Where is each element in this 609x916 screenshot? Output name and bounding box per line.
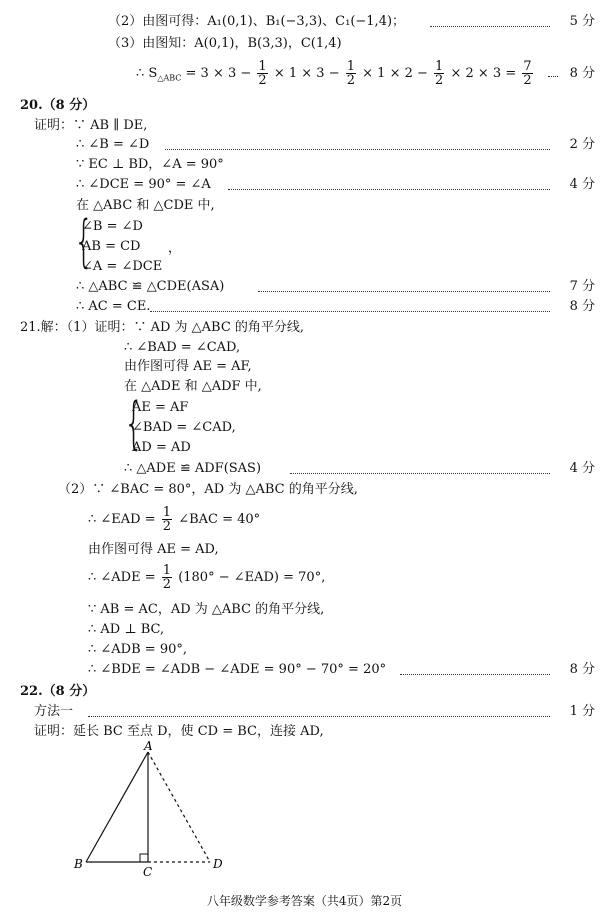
side-AB bbox=[86, 752, 148, 862]
area-part-4: × 2 × 3 = bbox=[450, 66, 517, 81]
fraction-half-2: $\frac{1}{2}$ bbox=[346, 59, 356, 88]
q21-part-2-line-8: ∴ ∠BDE = ∠ADB − ∠ADE = 90° − 70° = 20° bbox=[88, 662, 387, 677]
right-angle-icon bbox=[140, 854, 148, 862]
q22-line-1-score: 1 分 bbox=[569, 704, 595, 719]
q21-part-2-line-3: 由作图可得 AE = AD, bbox=[88, 542, 219, 557]
q21-line-3: 由作图可得 AE = AF, bbox=[124, 359, 252, 374]
q19-line-2: （2）由图可得：A₁(0,1)、B₁(−3,3)、C₁(−1,4)； bbox=[108, 14, 406, 29]
leader-dots bbox=[400, 674, 550, 675]
area-prefix: ∴ S bbox=[136, 66, 158, 81]
q20-heading: 20.（8 分） bbox=[20, 98, 96, 113]
fraction-half-3: $\frac{1}{2}$ bbox=[435, 59, 444, 88]
q20-line-4: ∴ ∠DCE = 90° = ∠A bbox=[76, 177, 211, 192]
label-C: C bbox=[143, 865, 153, 879]
q21-part-2-line-2 bbox=[88, 506, 260, 533]
q20-line-2-score: 2 分 bbox=[569, 137, 595, 152]
q21-system-2: ∠BAD = ∠CAD, bbox=[132, 420, 236, 435]
q20-line-7-score: 8 分 bbox=[569, 299, 595, 314]
q19-area-score: 8 分 bbox=[569, 66, 595, 81]
leader-dots bbox=[290, 473, 550, 474]
segment-AD-dashed bbox=[148, 752, 210, 862]
area-part-3: × 1 × 2 − bbox=[362, 66, 428, 81]
area-subscript: △ABC bbox=[157, 73, 182, 83]
leader-dots bbox=[150, 311, 550, 312]
label-B: B bbox=[74, 857, 83, 871]
q20-line-4-score: 4 分 bbox=[569, 177, 595, 192]
q20-line-7: ∴ AC = CE. bbox=[76, 299, 151, 314]
q20-system-comma: ， bbox=[168, 241, 182, 256]
q20-line-5: 在 △ABC 和 △CDE 中, bbox=[76, 198, 215, 213]
leader-dots bbox=[430, 26, 550, 27]
page-footer: 八年级数学参考答案（共4页）第2页 bbox=[206, 894, 403, 908]
q21-part-2-line-4 bbox=[88, 564, 325, 591]
q21-line-5: ∴ △ADE ≌ ADF(SAS) bbox=[124, 461, 262, 476]
q21-line-2: ∴ ∠BAD = ∠CAD, bbox=[124, 340, 241, 355]
q21-part-2-line-7: ∴ ∠ADB = 90°, bbox=[88, 642, 187, 657]
q20-system-2: AB = CD bbox=[82, 239, 141, 254]
q19-line-3: （3）由图知：A(0,1)，B(3,3)，C(1,4) bbox=[108, 36, 342, 51]
leader-dots bbox=[165, 149, 550, 150]
ead-rest: ∠BAC = 40° bbox=[178, 512, 261, 527]
q22-line-1: 方法一 bbox=[34, 704, 74, 719]
q20-line-3: ∵ EC ⊥ BD，∠A = 90° bbox=[76, 157, 224, 172]
ade-label: ∴ ∠ADE = bbox=[88, 570, 156, 585]
triangle-figure bbox=[70, 738, 240, 882]
area-part-1: = 3 × 3 − bbox=[181, 66, 252, 81]
q21-part-2-line-8-score: 8 分 bbox=[569, 662, 595, 677]
q21-system-3: AD = AD bbox=[132, 440, 191, 455]
q19-area-formula bbox=[136, 60, 535, 92]
fraction-half: $\frac{1}{2}$ bbox=[162, 563, 172, 592]
q21-heading: 21.解：（1）证明：∵ AD 为 △ABC 的角平分线, bbox=[20, 320, 305, 335]
q21-line-4: 在 △ADE 和 △ADF 中, bbox=[124, 379, 262, 394]
fraction-half: $\frac{1}{2}$ bbox=[162, 505, 172, 534]
brace-icon: { bbox=[124, 391, 144, 456]
q22-line-2: 证明：延长 BC 至点 D，使 CD = BC，连接 AD, bbox=[34, 724, 324, 739]
brace-icon: { bbox=[74, 209, 94, 274]
q20-line-6-score: 7 分 bbox=[569, 279, 595, 294]
q21-part-2-line-5: ∵ AB = AC，AD 为 △ABC 的角平分线, bbox=[88, 602, 325, 617]
fraction-half-1: $\frac{1}{2}$ bbox=[258, 59, 267, 88]
q20-system-3: ∠A = ∠DCE bbox=[82, 259, 163, 274]
q21-part-2: （2）∵ ∠BAC = 80°，AD 为 △ABC 的角平分线, bbox=[58, 482, 358, 497]
q20-system-1: ∠B = ∠D bbox=[82, 219, 143, 234]
q21-part-2-line-6: ∴ AD ⊥ BC, bbox=[88, 622, 165, 637]
label-A: A bbox=[144, 739, 153, 753]
q19-line-2-score: 5 分 bbox=[569, 14, 595, 29]
leader-dots bbox=[258, 291, 550, 292]
leader-dots bbox=[88, 716, 550, 717]
q20-line-2: ∴ ∠B = ∠D bbox=[76, 137, 150, 152]
q21-system-1: AE = AF bbox=[132, 400, 189, 415]
leader-dots bbox=[548, 76, 558, 77]
ead-label: ∴ ∠EAD = bbox=[88, 512, 156, 527]
q20-line-6: ∴ △ABC ≌ △CDE(ASA) bbox=[76, 279, 225, 294]
q20-line-1: 证明：∵ AB ∥ DE, bbox=[34, 118, 148, 133]
q21-line-5-score: 4 分 bbox=[569, 461, 595, 476]
label-D: D bbox=[213, 857, 223, 871]
q22-heading: 22.（8 分） bbox=[20, 684, 96, 699]
area-part-2: × 1 × 3 − bbox=[273, 66, 340, 81]
leader-dots bbox=[228, 189, 550, 190]
fraction-seven-halves: $\frac{7}{2}$ bbox=[523, 59, 532, 88]
ade-rest: (180° − ∠EAD) = 70°, bbox=[178, 570, 326, 585]
